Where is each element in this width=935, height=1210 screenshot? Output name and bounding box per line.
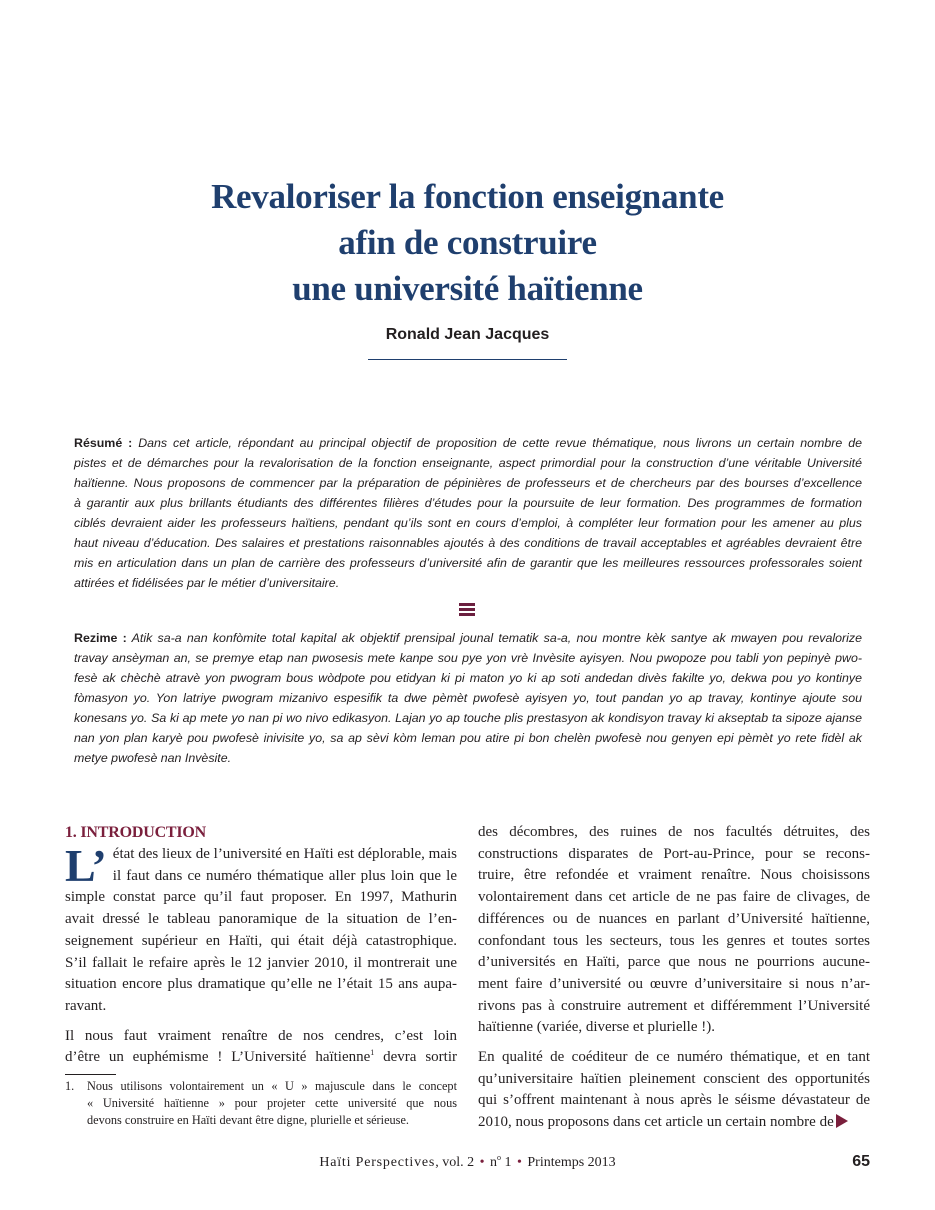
title-line: afin de construire <box>338 223 597 262</box>
body-line: 2010, nous proposons dans cet article un certain nombre de <box>478 1112 870 1134</box>
body-line: volontairement dans cet article de ne pas faire de clivages, de <box>478 889 870 906</box>
body-line: avait dressé le tableau panoramique de la situation de l’en- <box>65 911 457 928</box>
separator-icon <box>459 603 475 619</box>
body-line: situation encore plus dramatique qu’elle ne l’était 15 ans aupa- <box>65 976 457 993</box>
intro-paragraph <box>65 840 457 1018</box>
abstract-line: haïtienne. Nous proposons de commencer par la préparation de pépinières de professeurs et de chercheurs par des bourses d’excellence <box>74 476 862 490</box>
body-line: En qualité de coéditeur de ce numéro thématique, et en tant <box>478 1049 870 1066</box>
abstract-line: ciblés devraient aider les professeurs haïtiens, pendant qu’ils sont en cours d’emploi, à compléter leur formation pour les amener au plus <box>74 516 862 530</box>
title-line: une université haïtienne <box>292 269 643 308</box>
body-paragraph <box>478 822 870 1039</box>
body-line: truire, être refondée et vraiment renaître. Nous choisissons <box>478 867 870 884</box>
body-paragraph <box>65 1026 457 1069</box>
abstract-line: metye pwofesè nan Invèsite. <box>74 751 232 765</box>
footnote-ref[interactable]: 1 <box>370 1048 375 1058</box>
body-line: des décombres, des ruines de nos facultés détruites, des <box>478 824 870 840</box>
footnote <box>65 1078 457 1129</box>
body-line: S’il fallait le refaire après le 12 janvier 2010, il montrerait une <box>65 954 457 971</box>
title-line: Revaloriser la fonction enseignante <box>211 177 724 216</box>
author-divider <box>368 359 567 360</box>
body-line: qu’universitaire haïtien pleinement conscient des opportunités <box>478 1070 870 1087</box>
journal-issue: $n^o$ 1 <box>489 1153 512 1170</box>
body-line: d’universités en Haïti, parce que nous ne pourrions aucune- <box>478 954 870 971</box>
abstract-line: fesè ak chèchè atravè yon pwogram bous wòdpote pou etidyan ki pi maton yo ki ap soti andedan divès fakilte yo, dekwa pou yo kontinye <box>74 671 862 685</box>
body-line: seignement supérieur en Haïti, qui était déjà catastrophique. <box>65 932 457 949</box>
body-line: ment faire d’université ou œuvre d’universitaire si nous n’ar- <box>478 975 870 992</box>
body-line: état des lieux de l’université en Haïti est déplorable, mais <box>112 846 457 862</box>
abstract-line: haut niveau d’éducation. Des salaires et prestations raisonnables ajoutés à des conditions de travail acceptables et agréables devraient être <box>74 536 862 550</box>
article-title <box>0 174 935 312</box>
body-paragraph <box>478 1047 870 1134</box>
abstract-creole <box>74 628 862 768</box>
footnote-line: « Université haïtienne » pour projeter cette université que nous <box>87 1096 457 1110</box>
footnote-line: Nous utilisons volontairement un « U » majuscule dans le concept <box>87 1079 457 1093</box>
page-number: 65 <box>852 1153 870 1170</box>
author-name: Ronald Jean Jacques <box>385 326 550 343</box>
abstract-label: Résumé : <box>74 436 133 450</box>
drop-cap: L’ <box>65 840 107 891</box>
body-line: Il nous faut vraiment renaître de nos cendres, c’est loin <box>65 1027 457 1044</box>
abstract-line: nan yon plan karyè pou pwofesè inivisite yo, sa ap sèvi kòm leman pou atire pi bon chelèn pwofesè nou genyen epi pèmèt yo rete fidèl ak <box>74 731 862 745</box>
body-line: haïtienne (variée, diverse et plurielle !). <box>478 1019 715 1036</box>
body-line: constructions disparates de Port-au-Prince, pour se recons- <box>478 845 870 862</box>
body-line: rivons pas à construire autrement et différemment l’Université <box>478 997 870 1014</box>
abstract-line: travay ansèyman an, se premye etap nan pwosesis mete kanpe sou pye yon vrè Invèsite ayisyen. Nou pwopoze pou tabli yon pepinyè pwo- <box>74 651 862 665</box>
abstract-line: attirées et fidélisées par le métier d’universitaire. <box>74 576 340 590</box>
abstract-line: pistes et de démarches pour la revalorisation de la fonction enseignante, aspect primordial pour la construction d’une véritable Université <box>74 456 862 470</box>
body-line: ravant. <box>65 997 107 1014</box>
body-line: simple constat parce qu’il faut proposer. En 1997, Mathurin <box>65 889 457 906</box>
abstract-line: mis en articulation dans un plan de carrière des professeurs d’université afin de garantir que les meilleures ressources professorales soient <box>74 556 862 570</box>
abstract-line: fòmasyon yo. Yon latriye pwogram mizanivo espesifik ta dwe pèmèt pwofesè ayisyen yo, tout pandan yo ap travay, kontinye ajoute sou <box>74 691 862 705</box>
abstract-line: konesans yo. Sa ki ap mete yo nan pi wo nivo edikasyon. Lajan yo ap touche plis prestasyon ak kondisyon travay ki akseptab ta sipoze ajanse <box>74 711 862 725</box>
journal-name: Haïti Perspectives <box>319 1155 436 1170</box>
abstract-line: à garantir aux plus brillants étudiants des différentes filières d’études pour la poursuite de leur formation. Des programmes de formation <box>74 496 862 510</box>
section-heading: 1. INTRODUCTION <box>65 824 207 841</box>
body-line: confondant tous les secteurs, tous les genres et toutes sortes <box>478 932 870 949</box>
footnote-rule <box>65 1074 116 1075</box>
body-line: il faut dans ce numéro thématique aller plus loin que le <box>112 867 457 884</box>
abstract-french <box>74 433 862 593</box>
footnote-line: devons construire en Haïti devant être digne, plurielle et sérieuse. <box>87 1113 409 1127</box>
body-line: différences ou de nuances en parlant d’Université haïtienne, <box>478 910 870 927</box>
footnote-number: 1. <box>65 1079 75 1093</box>
left-column <box>65 822 457 1069</box>
abstract-line: Rezime : Atik sa-a nan konfòmite total kapital ak objektif prensipal jounal tematik sa-a, nou montre kèk santye ak mwayen pou revalorize <box>74 631 862 645</box>
page-footer: Haïti Perspectives, vol. 2 • $n^o$ 1 • Printemps 2013 <box>319 1153 616 1170</box>
journal-season: Printemps 2013 <box>527 1155 616 1170</box>
abstract-label: Rezime : <box>74 631 127 645</box>
journal-volume: , vol. 2 <box>435 1155 475 1170</box>
right-column <box>478 822 870 1134</box>
abstract-line: Résumé : Dans cet article, répondant au principal objectif de proposition de cette revue thématique, nous livrons un certain nombre de <box>74 436 862 450</box>
body-line: qui s’offrent maintenant à nous après le séisme dévastateur de <box>478 1092 870 1109</box>
continue-arrow-icon <box>836 1114 848 1128</box>
body-line: d’être un euphémisme ! L’Université haïtienne$^1$ devra sortir <box>65 1048 457 1066</box>
